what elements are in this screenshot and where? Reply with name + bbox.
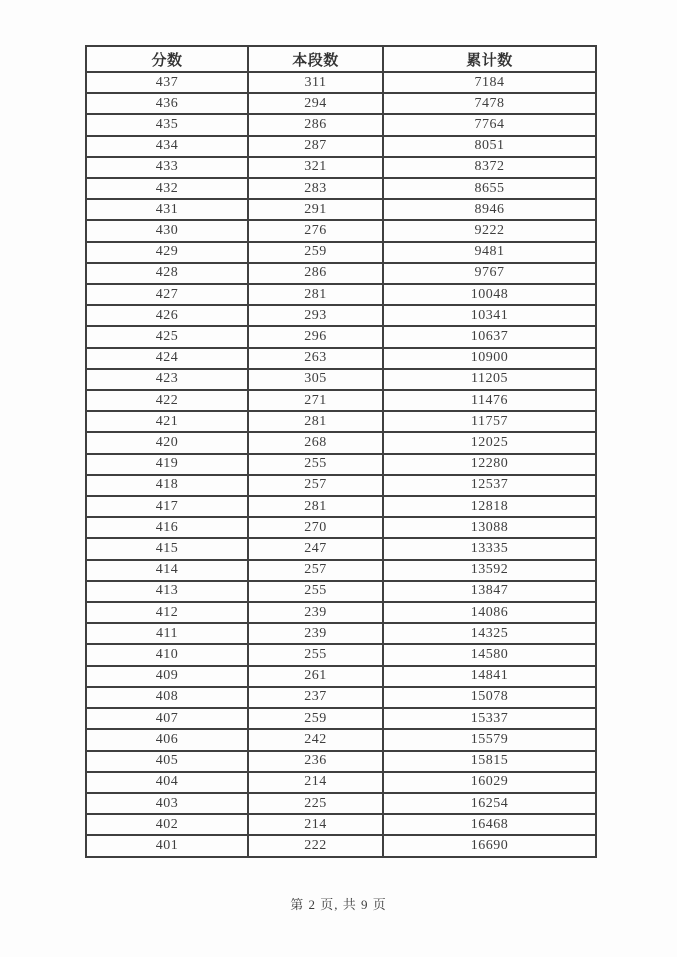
- score-table: [85, 45, 597, 858]
- table-cell: 293: [248, 305, 383, 326]
- table-cell: 429: [86, 242, 248, 263]
- table-cell: 10637: [383, 326, 596, 347]
- table-cell: 15815: [383, 751, 596, 772]
- table-row: [86, 793, 596, 814]
- table-cell: 261: [248, 666, 383, 687]
- table-cell: 424: [86, 348, 248, 369]
- table-cell: 7184: [383, 72, 596, 93]
- table-cell: 281: [248, 284, 383, 305]
- table-header-row: [86, 46, 596, 72]
- table-row: [86, 814, 596, 835]
- table-row: [86, 538, 596, 559]
- table-row: [86, 390, 596, 411]
- table-cell: 435: [86, 114, 248, 135]
- table-cell: 410: [86, 644, 248, 665]
- table-cell: 286: [248, 114, 383, 135]
- table-cell: 426: [86, 305, 248, 326]
- table-row: [86, 157, 596, 178]
- table-cell: 16690: [383, 835, 596, 857]
- table-cell: 412: [86, 602, 248, 623]
- score-table-body: [86, 72, 596, 857]
- table-cell: 7764: [383, 114, 596, 135]
- table-cell: 418: [86, 475, 248, 496]
- table-cell: 225: [248, 793, 383, 814]
- page-footer: 第 2 页, 共 9 页: [290, 897, 387, 912]
- table-cell: 11476: [383, 390, 596, 411]
- table-cell: 276: [248, 220, 383, 241]
- table-cell: 8051: [383, 136, 596, 157]
- header-cumulative-count: 累计数: [383, 46, 596, 72]
- table-cell: 9222: [383, 220, 596, 241]
- table-cell: 8655: [383, 178, 596, 199]
- table-cell: 255: [248, 581, 383, 602]
- table-cell: 428: [86, 263, 248, 284]
- table-cell: 257: [248, 475, 383, 496]
- table-row: [86, 242, 596, 263]
- table-cell: 15078: [383, 687, 596, 708]
- table-cell: 255: [248, 644, 383, 665]
- table-cell: 423: [86, 369, 248, 390]
- table-row: [86, 666, 596, 687]
- table-cell: 7478: [383, 93, 596, 114]
- table-cell: 11205: [383, 369, 596, 390]
- table-cell: 404: [86, 772, 248, 793]
- table-cell: 8372: [383, 157, 596, 178]
- header-score: 分数: [86, 46, 248, 72]
- table-cell: 420: [86, 432, 248, 453]
- table-cell: 9481: [383, 242, 596, 263]
- table-cell: 239: [248, 623, 383, 644]
- table-cell: 408: [86, 687, 248, 708]
- table-cell: 10341: [383, 305, 596, 326]
- table-cell: 11757: [383, 411, 596, 432]
- table-row: [86, 454, 596, 475]
- table-cell: 13847: [383, 581, 596, 602]
- table-row: [86, 708, 596, 729]
- table-cell: 255: [248, 454, 383, 475]
- table-row: [86, 432, 596, 453]
- table-cell: 281: [248, 496, 383, 517]
- header-segment-count: 本段数: [248, 46, 383, 72]
- table-cell: 311: [248, 72, 383, 93]
- table-cell: 406: [86, 729, 248, 750]
- table-cell: 286: [248, 263, 383, 284]
- table-cell: 427: [86, 284, 248, 305]
- table-cell: 411: [86, 623, 248, 644]
- table-cell: 12025: [383, 432, 596, 453]
- table-cell: 434: [86, 136, 248, 157]
- table-cell: 12818: [383, 496, 596, 517]
- table-row: [86, 178, 596, 199]
- table-cell: 13335: [383, 538, 596, 559]
- table-row: [86, 263, 596, 284]
- table-cell: 402: [86, 814, 248, 835]
- table-cell: 405: [86, 751, 248, 772]
- table-cell: 16468: [383, 814, 596, 835]
- table-row: [86, 411, 596, 432]
- table-cell: 12537: [383, 475, 596, 496]
- table-row: [86, 687, 596, 708]
- table-row: [86, 348, 596, 369]
- table-cell: 305: [248, 369, 383, 390]
- table-cell: 13592: [383, 560, 596, 581]
- table-cell: 419: [86, 454, 248, 475]
- table-cell: 14841: [383, 666, 596, 687]
- table-row: [86, 326, 596, 347]
- table-row: [86, 114, 596, 135]
- table-row: [86, 623, 596, 644]
- table-cell: 268: [248, 432, 383, 453]
- table-cell: 433: [86, 157, 248, 178]
- table-row: [86, 644, 596, 665]
- table-cell: 222: [248, 835, 383, 857]
- table-cell: 236: [248, 751, 383, 772]
- table-cell: 421: [86, 411, 248, 432]
- table-cell: 432: [86, 178, 248, 199]
- table-cell: 16254: [383, 793, 596, 814]
- table-cell: 257: [248, 560, 383, 581]
- table-row: [86, 72, 596, 93]
- table-row: [86, 93, 596, 114]
- table-cell: 259: [248, 708, 383, 729]
- table-cell: 281: [248, 411, 383, 432]
- table-row: [86, 136, 596, 157]
- table-cell: 214: [248, 772, 383, 793]
- table-row: [86, 560, 596, 581]
- table-cell: 239: [248, 602, 383, 623]
- table-cell: 237: [248, 687, 383, 708]
- table-cell: 16029: [383, 772, 596, 793]
- table-row: [86, 475, 596, 496]
- table-cell: 9767: [383, 263, 596, 284]
- table-cell: 8946: [383, 199, 596, 220]
- table-cell: 409: [86, 666, 248, 687]
- table-cell: 436: [86, 93, 248, 114]
- table-cell: 321: [248, 157, 383, 178]
- table-row: [86, 835, 596, 857]
- table-cell: 415: [86, 538, 248, 559]
- table-cell: 10048: [383, 284, 596, 305]
- table-row: [86, 496, 596, 517]
- table-cell: 437: [86, 72, 248, 93]
- table-cell: 259: [248, 242, 383, 263]
- table-cell: 422: [86, 390, 248, 411]
- table-cell: 407: [86, 708, 248, 729]
- table-cell: 417: [86, 496, 248, 517]
- table-row: [86, 602, 596, 623]
- table-row: [86, 772, 596, 793]
- table-row: [86, 729, 596, 750]
- table-cell: 287: [248, 136, 383, 157]
- table-row: [86, 199, 596, 220]
- table-row: [86, 517, 596, 538]
- table-cell: 401: [86, 835, 248, 857]
- table-row: [86, 284, 596, 305]
- table-cell: 425: [86, 326, 248, 347]
- table-cell: 431: [86, 199, 248, 220]
- table-cell: 242: [248, 729, 383, 750]
- table-cell: 416: [86, 517, 248, 538]
- table-cell: 291: [248, 199, 383, 220]
- table-cell: 214: [248, 814, 383, 835]
- table-cell: 270: [248, 517, 383, 538]
- table-cell: 10900: [383, 348, 596, 369]
- table-cell: 271: [248, 390, 383, 411]
- table-row: [86, 751, 596, 772]
- table-row: [86, 369, 596, 390]
- table-cell: 14086: [383, 602, 596, 623]
- table-cell: 15337: [383, 708, 596, 729]
- table-cell: 12280: [383, 454, 596, 475]
- table-cell: 15579: [383, 729, 596, 750]
- table-cell: 263: [248, 348, 383, 369]
- table-row: [86, 305, 596, 326]
- table-cell: 14580: [383, 644, 596, 665]
- table-cell: 247: [248, 538, 383, 559]
- table-cell: 13088: [383, 517, 596, 538]
- table-cell: 296: [248, 326, 383, 347]
- table-row: [86, 220, 596, 241]
- table-cell: 283: [248, 178, 383, 199]
- table-row: [86, 581, 596, 602]
- table-cell: 414: [86, 560, 248, 581]
- table-cell: 403: [86, 793, 248, 814]
- table-cell: 14325: [383, 623, 596, 644]
- table-cell: 294: [248, 93, 383, 114]
- table-cell: 430: [86, 220, 248, 241]
- table-cell: 413: [86, 581, 248, 602]
